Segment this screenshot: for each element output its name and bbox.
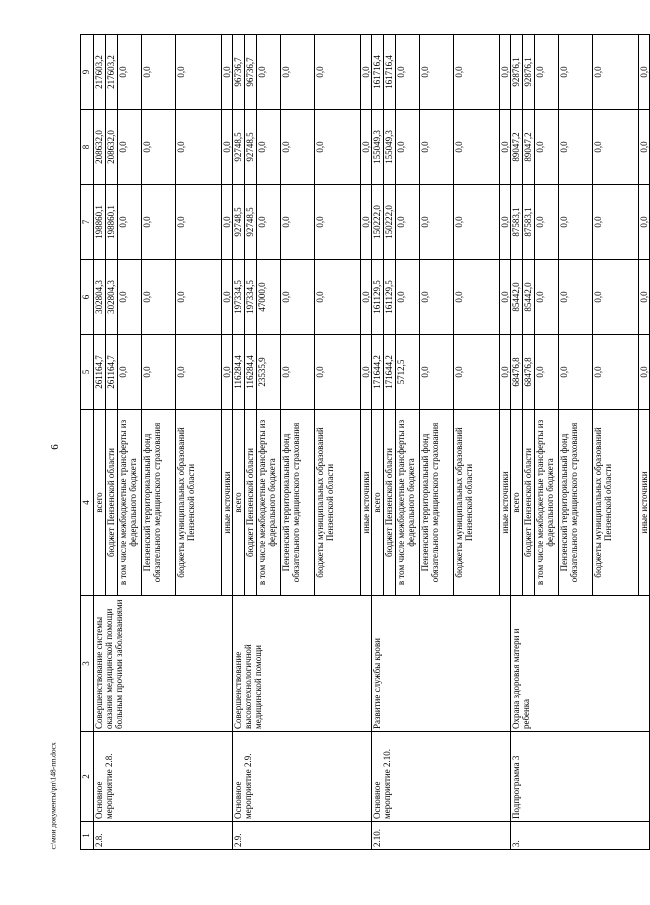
value-cell: 261164,7 — [94, 335, 106, 410]
funding-source-label: бюджет Пензенской области — [106, 410, 118, 596]
section-name: Подпрограмма 3 — [511, 732, 650, 822]
value-cell: 0,0 — [142, 185, 176, 260]
value-cell: 0,0 — [315, 260, 361, 335]
value-cell: 92748,5 — [245, 185, 257, 260]
value-cell: 68476,8 — [523, 335, 535, 410]
header-cell: 8 — [81, 110, 94, 185]
value-cell: 302804,3 — [94, 260, 106, 335]
value-cell: 0,0 — [118, 185, 142, 260]
value-cell: 0,0 — [559, 335, 593, 410]
value-cell: 0,0 — [454, 35, 500, 110]
value-cell: 85442,0 — [511, 260, 523, 335]
value-cell: 87583,1 — [523, 185, 535, 260]
value-cell: 198860,1 — [106, 185, 118, 260]
funding-source-label: бюджеты муниципальных образований Пензенской области — [454, 410, 500, 596]
funding-source-label: Пензенский территориальный фонд обязательного медицинского страхования — [281, 410, 315, 596]
value-cell: 89047,2 — [511, 110, 523, 185]
value-cell: 96736,7 — [233, 35, 245, 110]
value-cell: 171644,2 — [372, 335, 384, 410]
section-number: 3. — [511, 822, 650, 850]
value-cell: 0,0 — [500, 110, 511, 185]
value-cell: 0,0 — [257, 110, 281, 185]
value-cell: 5712,5 — [396, 335, 420, 410]
value-cell: 0,0 — [593, 260, 639, 335]
value-cell: 198860,1 — [94, 185, 106, 260]
footer-file-path: c:\мои документы\рп\148-пп.docx — [48, 742, 58, 850]
value-cell: 0,0 — [361, 335, 372, 410]
section-name: Основное мероприятие 2.9. — [233, 732, 372, 822]
value-cell: 0,0 — [454, 335, 500, 410]
section-name: Основное мероприятие 2.8. — [94, 732, 233, 822]
value-cell: 0,0 — [535, 35, 559, 110]
funding-source-label: в том числе межбюджетные трансферты из федерального бюджета — [118, 410, 142, 596]
value-cell: 92876,1 — [523, 35, 535, 110]
value-cell: 89047,2 — [523, 110, 535, 185]
value-cell: 47000,0 — [257, 260, 281, 335]
value-cell: 92876,1 — [511, 35, 523, 110]
value-cell: 0,0 — [361, 110, 372, 185]
value-cell: 161716,4 — [372, 35, 384, 110]
value-cell: 0,0 — [500, 35, 511, 110]
funding-source-label: бюджеты муниципальных образований Пензенской области — [315, 410, 361, 596]
value-cell: 0,0 — [222, 35, 233, 110]
value-cell: 0,0 — [639, 185, 650, 260]
value-cell: 161129,5 — [384, 260, 396, 335]
value-cell: 0,0 — [315, 185, 361, 260]
header-cell: 7 — [81, 185, 94, 260]
value-cell: 197334,5 — [233, 260, 245, 335]
financing-table — [80, 34, 650, 850]
rotated-table-wrapper — [80, 35, 650, 850]
value-cell: 0,0 — [118, 260, 142, 335]
section-description: Развитие службы крови — [372, 596, 511, 732]
value-cell: 116284,4 — [233, 335, 245, 410]
value-cell: 0,0 — [396, 35, 420, 110]
value-cell: 0,0 — [500, 260, 511, 335]
section-number: 2.8. — [94, 822, 233, 850]
value-cell: 0,0 — [315, 335, 361, 410]
table-row — [233, 35, 245, 850]
value-cell: 208632,0 — [94, 110, 106, 185]
header-cell: 6 — [81, 260, 94, 335]
value-cell: 0,0 — [535, 260, 559, 335]
funding-source-label: иные источники — [639, 410, 650, 596]
value-cell: 0,0 — [281, 35, 315, 110]
funding-source-label: всего — [233, 410, 245, 596]
table-row — [511, 35, 523, 850]
value-cell: 0,0 — [142, 260, 176, 335]
value-cell: 0,0 — [281, 335, 315, 410]
value-cell: 0,0 — [222, 335, 233, 410]
value-cell: 0,0 — [535, 335, 559, 410]
value-cell: 161129,5 — [372, 260, 384, 335]
funding-source-label: бюджеты муниципальных образований Пензенской области — [176, 410, 222, 596]
value-cell: 197334,5 — [245, 260, 257, 335]
value-cell: 0,0 — [593, 35, 639, 110]
value-cell: 161716,4 — [384, 35, 396, 110]
value-cell: 0,0 — [315, 35, 361, 110]
value-cell: 87583,1 — [511, 185, 523, 260]
value-cell: 0,0 — [118, 335, 142, 410]
value-cell: 0,0 — [118, 35, 142, 110]
value-cell: 0,0 — [420, 185, 454, 260]
page-number: 6 — [49, 444, 61, 450]
table-row — [94, 35, 106, 850]
funding-source-label: иные источники — [361, 410, 372, 596]
value-cell: 0,0 — [535, 110, 559, 185]
value-cell: 85442,0 — [523, 260, 535, 335]
value-cell: 208632,0 — [106, 110, 118, 185]
table-body — [81, 35, 650, 850]
value-cell: 0,0 — [361, 260, 372, 335]
section-number: 2.9. — [233, 822, 372, 850]
table-row — [372, 35, 384, 850]
value-cell: 0,0 — [559, 35, 593, 110]
value-cell: 0,0 — [593, 110, 639, 185]
value-cell: 150222,0 — [372, 185, 384, 260]
value-cell: 150222,0 — [384, 185, 396, 260]
value-cell: 92748,5 — [233, 185, 245, 260]
header-cell: 1 — [81, 822, 94, 850]
value-cell: 0,0 — [281, 185, 315, 260]
value-cell: 0,0 — [176, 260, 222, 335]
value-cell: 0,0 — [176, 35, 222, 110]
value-cell: 0,0 — [559, 185, 593, 260]
section-description: Охрана здоровья матери и ребенка — [511, 596, 650, 732]
value-cell: 0,0 — [639, 335, 650, 410]
funding-source-label: бюджеты муниципальных образований Пензенской области — [593, 410, 639, 596]
value-cell: 68476,8 — [511, 335, 523, 410]
value-cell: 217603,2 — [94, 35, 106, 110]
funding-source-label: Пензенский территориальный фонд обязательного медицинского страхования — [559, 410, 593, 596]
value-cell: 0,0 — [535, 185, 559, 260]
header-cell: 9 — [81, 35, 94, 110]
value-cell: 0,0 — [257, 185, 281, 260]
value-cell: 0,0 — [222, 260, 233, 335]
section-name: Основное мероприятие 2.10. — [372, 732, 511, 822]
funding-source-label: в том числе межбюджетные трансферты из федерального бюджета — [257, 410, 281, 596]
value-cell: 0,0 — [361, 185, 372, 260]
value-cell: 0,0 — [361, 35, 372, 110]
value-cell: 0,0 — [420, 110, 454, 185]
funding-source-label: в том числе межбюджетные трансферты из федерального бюджета — [396, 410, 420, 596]
funding-source-label: бюджет Пензенской области — [384, 410, 396, 596]
value-cell: 261164,7 — [106, 335, 118, 410]
funding-source-label: бюджет Пензенской области — [245, 410, 257, 596]
value-cell: 0,0 — [176, 110, 222, 185]
value-cell: 0,0 — [593, 335, 639, 410]
value-cell: 0,0 — [454, 185, 500, 260]
value-cell: 0,0 — [142, 335, 176, 410]
value-cell: 23535,9 — [257, 335, 281, 410]
value-cell: 0,0 — [559, 260, 593, 335]
value-cell: 0,0 — [454, 110, 500, 185]
value-cell: 0,0 — [559, 110, 593, 185]
value-cell: 0,0 — [176, 185, 222, 260]
value-cell: 0,0 — [142, 110, 176, 185]
value-cell: 92748,5 — [245, 110, 257, 185]
value-cell: 0,0 — [222, 185, 233, 260]
header-cell: 5 — [81, 335, 94, 410]
header-cell: 2 — [81, 732, 94, 822]
value-cell: 217603,2 — [106, 35, 118, 110]
value-cell: 0,0 — [639, 260, 650, 335]
value-cell: 0,0 — [396, 185, 420, 260]
value-cell: 302804,3 — [106, 260, 118, 335]
value-cell: 0,0 — [639, 35, 650, 110]
value-cell: 155049,3 — [384, 110, 396, 185]
value-cell: 0,0 — [593, 185, 639, 260]
value-cell: 0,0 — [315, 110, 361, 185]
value-cell: 0,0 — [176, 335, 222, 410]
funding-source-label: Пензенский территориальный фонд обязательного медицинского страхования — [142, 410, 176, 596]
funding-source-label: иные источники — [222, 410, 233, 596]
section-number: 2.10. — [372, 822, 511, 850]
value-cell: 0,0 — [142, 35, 176, 110]
header-cell: 3 — [81, 596, 94, 732]
value-cell: 0,0 — [420, 335, 454, 410]
value-cell: 155049,3 — [372, 110, 384, 185]
value-cell: 116284,4 — [245, 335, 257, 410]
value-cell: 0,0 — [396, 110, 420, 185]
value-cell: 0,0 — [454, 260, 500, 335]
value-cell: 92748,5 — [233, 110, 245, 185]
funding-source-label: бюджет Пензенской области — [523, 410, 535, 596]
value-cell: 96736,7 — [245, 35, 257, 110]
value-cell: 171644,2 — [384, 335, 396, 410]
funding-source-label: иные источники — [500, 410, 511, 596]
funding-source-label: Пензенский территориальный фонд обязательного медицинского страхования — [420, 410, 454, 596]
header-cell: 4 — [81, 410, 94, 596]
value-cell: 0,0 — [420, 35, 454, 110]
value-cell: 0,0 — [396, 260, 420, 335]
funding-source-label: всего — [372, 410, 384, 596]
value-cell: 0,0 — [257, 35, 281, 110]
section-description: Совершенствование высокотехнологичной медицинской помощи — [233, 596, 372, 732]
value-cell: 0,0 — [500, 335, 511, 410]
value-cell: 0,0 — [281, 110, 315, 185]
funding-source-label: всего — [94, 410, 106, 596]
value-cell: 0,0 — [281, 260, 315, 335]
value-cell: 0,0 — [500, 185, 511, 260]
value-cell: 0,0 — [118, 110, 142, 185]
header-row — [81, 35, 94, 850]
funding-source-label: всего — [511, 410, 523, 596]
value-cell: 0,0 — [222, 110, 233, 185]
value-cell: 0,0 — [420, 260, 454, 335]
section-description: Совершенствование системы оказания медицинской помощи больным прочими заболеваниями — [94, 596, 233, 732]
funding-source-label: в том числе межбюджетные трансферты из федерального бюджета — [535, 410, 559, 596]
value-cell: 0,0 — [639, 110, 650, 185]
